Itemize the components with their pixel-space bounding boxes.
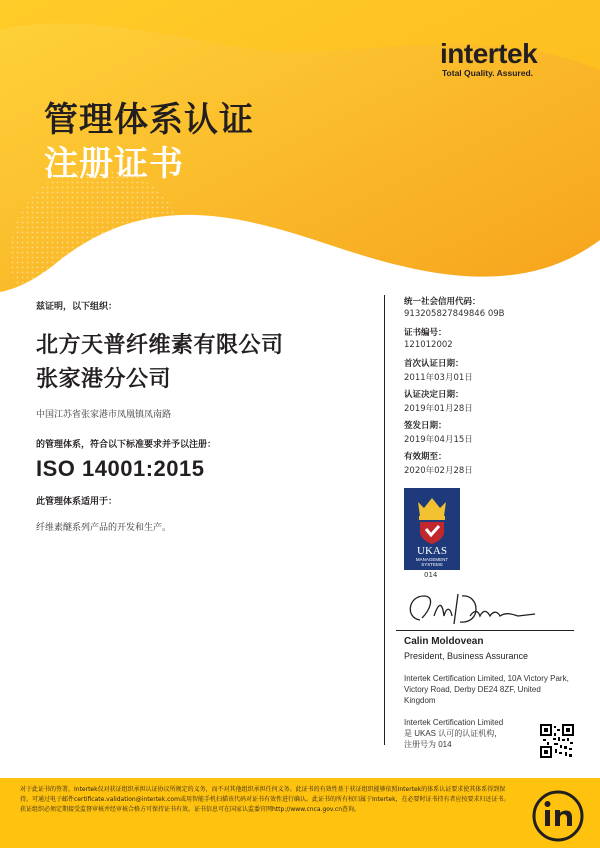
accreditation-statement	[404, 717, 503, 750]
signatory-name: Calin Moldovean	[404, 636, 484, 647]
accreditation-line-1: Intertek Certification Limited	[404, 718, 504, 727]
intertek-logo	[440, 38, 537, 78]
detail-value-issue-date: 2019年04月15日	[404, 435, 473, 445]
ukas-label: UKAS	[417, 545, 447, 557]
detail-value-expiry-date: 2020年02月28日	[404, 466, 473, 476]
ukas-systems: SYSTEMS	[421, 562, 443, 567]
title-line-1: 管理体系认证	[44, 100, 254, 140]
detail-value-credit-code: 913205827849846 09B	[404, 309, 505, 319]
detail-value-first-date: 2011年03月01日	[404, 373, 473, 383]
detail-label-expiry-date: 有效期至：	[404, 452, 447, 462]
ukas-accreditation-mark	[404, 488, 460, 570]
detail-label-decision-date: 认证决定日期：	[404, 390, 464, 400]
qr-code-icon[interactable]	[540, 724, 574, 758]
conformity-statement: 的管理体系，符合以下标准要求并予以注册：	[36, 440, 217, 450]
column-divider	[384, 295, 385, 745]
organization-name-line-2: 张家港分公司	[36, 367, 172, 392]
signature-line	[396, 630, 574, 631]
intertek-in-logo	[532, 790, 584, 842]
detail-value-certificate-number: 121012002	[404, 340, 453, 350]
signature	[400, 590, 550, 630]
brand-name: intertek	[440, 38, 538, 69]
scope-label: 此管理体系适用于：	[36, 497, 118, 507]
organization-name-line-1: 北方天普纤维素有限公司	[36, 333, 284, 358]
accreditation-line-3: 注册号为 014	[404, 740, 452, 749]
brand-tagline: Total Quality. Assured.	[442, 68, 533, 78]
organization-address: 中国江苏省张家港市凤凰镇凤南路	[36, 410, 172, 420]
detail-label-first-date: 首次认证日期：	[404, 359, 464, 369]
standard-name: ISO 14001:2015	[36, 456, 205, 481]
detail-label-certificate-number: 证书编号：	[404, 328, 447, 338]
detail-label-credit-code: 统一社会信用代码：	[404, 297, 481, 307]
detail-value-decision-date: 2019年01月28日	[404, 404, 473, 414]
signatory-title: President, Business Assurance	[404, 651, 529, 661]
certifier-address: Intertek Certification Limited, 10A Victory Park, Victory Road, Derby DE24 8ZF, United Kingdom	[404, 674, 569, 705]
title-line-2: 注册证书	[44, 144, 184, 184]
certify-intro: 兹证明，以下组织：	[36, 302, 118, 312]
scope-text: 纤维素醚系列产品的开发和生产。	[36, 523, 172, 533]
accreditation-line-2: 是 UKAS 认可的认证机构，	[404, 729, 503, 738]
ukas-number: 014	[424, 571, 438, 579]
ukas-management: MANAGEMENT	[415, 557, 449, 562]
detail-label-issue-date: 签发日期：	[404, 421, 447, 431]
footer-disclaimer: 对于此证书的签署，Intertek仅对获证组织承担认证协议所规定的义务，而不对其他组织承担任何义务。此证书的有效性基于获证组织能够依照Intertek的体系认证要求使其体系得到保持。可通过电子邮件certificate.validation@intertek.com或用智能手机扫描该代码对证书有效性进行确认。此证书的所有权归属于Intertek，在必要时证书持有者应按要求归还证书。获证组织必须定期接受监督审核并经审核合格方可保持证书有效。证书信息可在国家认监委官网http://www.cnca.gov.cn查询。	[20, 786, 510, 813]
